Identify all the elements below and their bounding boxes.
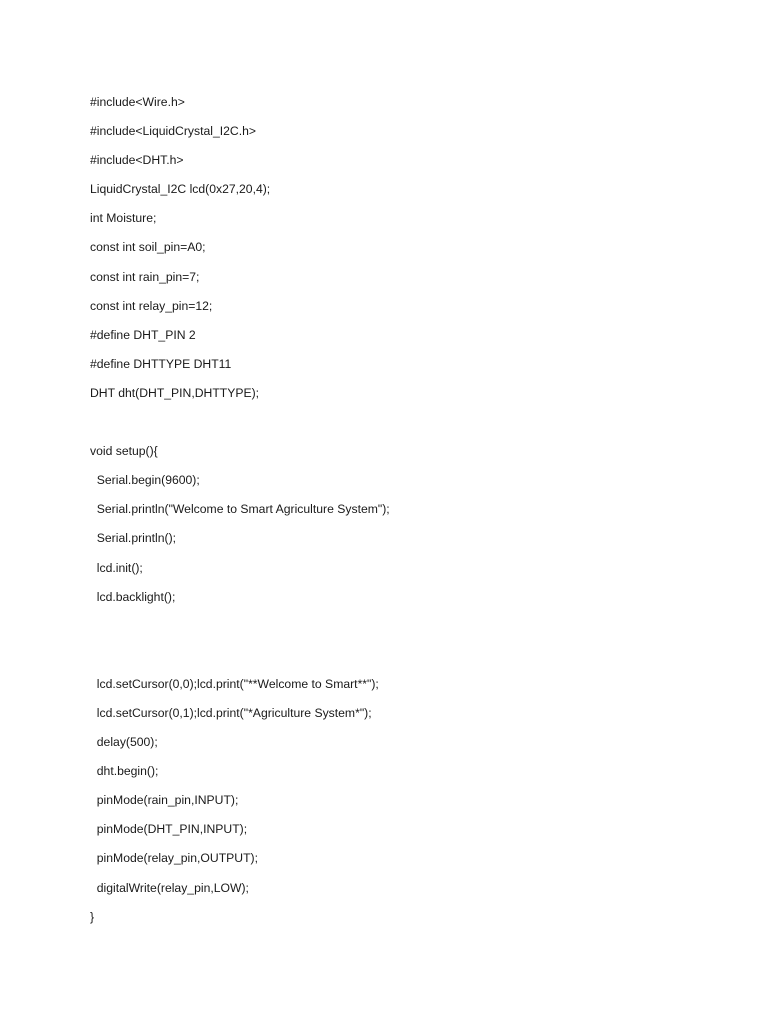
code-line: int Moisture; — [90, 211, 157, 226]
code-line: digitalWrite(relay_pin,LOW); — [90, 880, 249, 895]
code-line: #define DHTTYPE DHT11 — [90, 356, 232, 371]
code-line: #include<Wire.h> — [90, 95, 185, 109]
code-line: LiquidCrystal_I2C lcd(0x27,20,4); — [90, 182, 271, 197]
code-line: dht.begin(); — [90, 764, 159, 779]
code-line: DHT dht(DHT_PIN,DHTTYPE); — [90, 385, 260, 400]
code-line: const int soil_pin=A0; — [90, 240, 206, 255]
code-line: lcd.backlight(); — [90, 589, 176, 604]
code-line: const int rain_pin=7; — [90, 269, 200, 284]
code-line: #include<LiquidCrystal_I2C.h> — [90, 124, 256, 139]
code-line: lcd.setCursor(0,0);lcd.print("**Welcome to Smart**"); — [90, 676, 379, 691]
blank-line — [90, 413, 730, 442]
code-line: Serial.println(); — [90, 531, 177, 546]
code-line: const int relay_pin=12; — [90, 298, 213, 313]
code-line: void setup(){ — [90, 444, 158, 459]
code-line: pinMode(relay_pin,OUTPUT); — [90, 851, 258, 866]
code-line: Serial.println("Welcome to Smart Agriculture System"); — [90, 502, 390, 517]
blank-line — [90, 617, 730, 646]
code-line: #include<DHT.h> — [90, 153, 184, 168]
code-line: } — [90, 909, 95, 924]
code-line: lcd.setCursor(0,1);lcd.print("*Agriculture System*"); — [90, 705, 372, 720]
code-line: lcd.init(); — [90, 560, 143, 575]
code-line: #define DHT_PIN 2 — [90, 327, 196, 342]
code-line: Serial.begin(9600); — [90, 473, 200, 488]
code-line: pinMode(rain_pin,INPUT); — [90, 793, 239, 808]
code-line: delay(500); — [90, 735, 158, 750]
blank-line — [90, 646, 730, 675]
code-line: pinMode(DHT_PIN,INPUT); — [90, 822, 248, 837]
code-listing — [90, 93, 730, 937]
